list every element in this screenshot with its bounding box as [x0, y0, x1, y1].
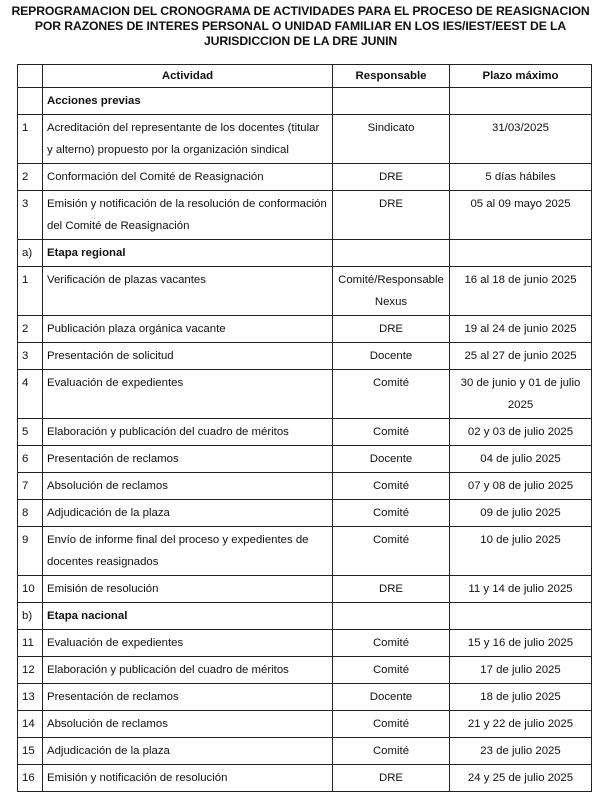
row-responsable: Docente: [333, 343, 450, 370]
row-num: 10: [18, 576, 43, 603]
header-num: [18, 65, 43, 88]
row-num: 16: [18, 765, 43, 792]
row-plazo: 19 al 24 de junio 2025: [450, 316, 592, 343]
row-responsable: Comité: [333, 500, 450, 527]
row-plazo: 31/03/2025: [450, 115, 592, 164]
row-num: 9: [18, 527, 43, 576]
row-responsable: DRE: [333, 765, 450, 792]
title-line-2: POR RAZONES DE INTERES PERSONAL O UNIDAD FAMILIAR EN LOS IES/IEST/EEST DE LA: [34, 19, 567, 33]
table-row: [18, 343, 592, 370]
section-empty-cell: [450, 88, 592, 115]
row-actividad: Emisión y notificación de resolución: [43, 765, 333, 792]
table-row: [18, 711, 592, 738]
table-row: [18, 370, 592, 419]
row-responsable: Comité: [333, 419, 450, 446]
row-num: 11: [18, 630, 43, 657]
section-label: [18, 88, 43, 115]
row-responsable: Docente: [333, 684, 450, 711]
section-name: Etapa nacional: [43, 603, 333, 630]
header-plazo: Plazo máximo: [450, 65, 592, 88]
row-num: 8: [18, 500, 43, 527]
row-num: 12: [18, 657, 43, 684]
section-empty-cell: [333, 603, 450, 630]
row-responsable: DRE: [333, 191, 450, 240]
section-empty-cell: [333, 240, 450, 267]
row-plazo: 15 y 16 de julio 2025: [450, 630, 592, 657]
row-num: 3: [18, 343, 43, 370]
section-empty-cell: [450, 603, 592, 630]
table-row: [18, 630, 592, 657]
section-label: a): [18, 240, 43, 267]
section-name: Acciones previas: [43, 88, 333, 115]
row-actividad: Presentación de reclamos: [43, 446, 333, 473]
title-line-1: REPROGRAMACION DEL CRONOGRAMA DE ACTIVIDADES PARA EL PROCESO DE REASIGNACION: [11, 4, 590, 18]
row-num: 15: [18, 738, 43, 765]
row-actividad: Envío de informe final del proceso y expedientes de docentes reasignados: [43, 527, 333, 576]
section-empty-cell: [333, 88, 450, 115]
row-num: 4: [18, 370, 43, 419]
table-row: [18, 527, 592, 576]
row-plazo: 23 de julio 2025: [450, 738, 592, 765]
row-responsable: Comité: [333, 473, 450, 500]
row-plazo: 02 y 03 de julio 2025: [450, 419, 592, 446]
row-actividad: Elaboración y publicación del cuadro de méritos: [43, 419, 333, 446]
row-num: 7: [18, 473, 43, 500]
row-num: 3: [18, 191, 43, 240]
row-actividad: Emisión y notificación de la resolución de conformación del Comité de Reasignación: [43, 191, 333, 240]
document-title: [0, 4, 601, 49]
row-plazo: 21 y 22 de julio 2025: [450, 711, 592, 738]
row-responsable: DRE: [333, 576, 450, 603]
row-responsable: DRE: [333, 164, 450, 191]
row-responsable: Comité/Responsable Nexus: [333, 267, 450, 316]
row-plazo: 07 y 08 de julio 2025: [450, 473, 592, 500]
table-row: [18, 267, 592, 316]
row-plazo: 16 al 18 de junio 2025: [450, 267, 592, 316]
table-row: [18, 419, 592, 446]
table-row: [18, 657, 592, 684]
row-plazo: 18 de julio 2025: [450, 684, 592, 711]
title-line-3: JURISDICCION DE LA DRE JUNIN: [203, 34, 398, 48]
row-plazo: 05 al 09 mayo 2025: [450, 191, 592, 240]
row-plazo: 5 días hábiles: [450, 164, 592, 191]
row-plazo: 30 de junio y 01 de julio 2025: [450, 370, 592, 419]
row-actividad: Acreditación del representante de los docentes (titular y alterno) propuesto por la organización sindical: [43, 115, 333, 164]
table-row: [18, 684, 592, 711]
row-actividad: Presentación de reclamos: [43, 684, 333, 711]
table-header-row: [18, 65, 592, 88]
table-row: [18, 446, 592, 473]
row-responsable: Comité: [333, 711, 450, 738]
row-plazo: 11 y 14 de julio 2025: [450, 576, 592, 603]
row-responsable: Comité: [333, 370, 450, 419]
section-name: Etapa regional: [43, 240, 333, 267]
row-actividad: Conformación del Comité de Reasignación: [43, 164, 333, 191]
row-plazo: 09 de julio 2025: [450, 500, 592, 527]
header-actividad: Actividad: [43, 65, 333, 88]
row-actividad: Verificación de plazas vacantes: [43, 267, 333, 316]
row-plazo: 10 de julio 2025: [450, 527, 592, 576]
section-empty-cell: [450, 240, 592, 267]
section-row-previas: [18, 88, 592, 115]
row-actividad: Adjudicación de la plaza: [43, 738, 333, 765]
table-row: [18, 164, 592, 191]
row-actividad: Absolución de reclamos: [43, 711, 333, 738]
table-row: [18, 115, 592, 164]
row-plazo: 04 de julio 2025: [450, 446, 592, 473]
row-num: 6: [18, 446, 43, 473]
section-row-regional: [18, 240, 592, 267]
row-actividad: Absolución de reclamos: [43, 473, 333, 500]
table-row: [18, 500, 592, 527]
row-plazo: 24 y 25 de julio 2025: [450, 765, 592, 792]
table-row: [18, 576, 592, 603]
row-actividad: Adjudicación de la plaza: [43, 500, 333, 527]
row-num: 13: [18, 684, 43, 711]
row-responsable: Comité: [333, 738, 450, 765]
section-row-nacional: [18, 603, 592, 630]
row-num: 2: [18, 164, 43, 191]
header-responsable: Responsable: [333, 65, 450, 88]
row-actividad: Publicación plaza orgánica vacante: [43, 316, 333, 343]
table-row: [18, 765, 592, 792]
row-num: 5: [18, 419, 43, 446]
row-actividad: Evaluación de expedientes: [43, 630, 333, 657]
row-actividad: Emisión de resolución: [43, 576, 333, 603]
table-row: [18, 473, 592, 500]
row-responsable: Comité: [333, 657, 450, 684]
table-row: [18, 738, 592, 765]
row-num: 2: [18, 316, 43, 343]
row-num: 1: [18, 115, 43, 164]
row-num: 1: [18, 267, 43, 316]
row-actividad: Presentación de solicitud: [43, 343, 333, 370]
row-actividad: Elaboración y publicación del cuadro de méritos: [43, 657, 333, 684]
row-responsable: Sindicato: [333, 115, 450, 164]
row-responsable: Comité: [333, 630, 450, 657]
row-actividad: Evaluación de expedientes: [43, 370, 333, 419]
row-responsable: DRE: [333, 316, 450, 343]
section-label: b): [18, 603, 43, 630]
table-row: [18, 191, 592, 240]
row-responsable: Docente: [333, 446, 450, 473]
row-plazo: 25 al 27 de junio 2025: [450, 343, 592, 370]
table-row: [18, 316, 592, 343]
schedule-table: [17, 64, 592, 792]
row-plazo: 17 de julio 2025: [450, 657, 592, 684]
row-num: 14: [18, 711, 43, 738]
row-responsable: Comité: [333, 527, 450, 576]
